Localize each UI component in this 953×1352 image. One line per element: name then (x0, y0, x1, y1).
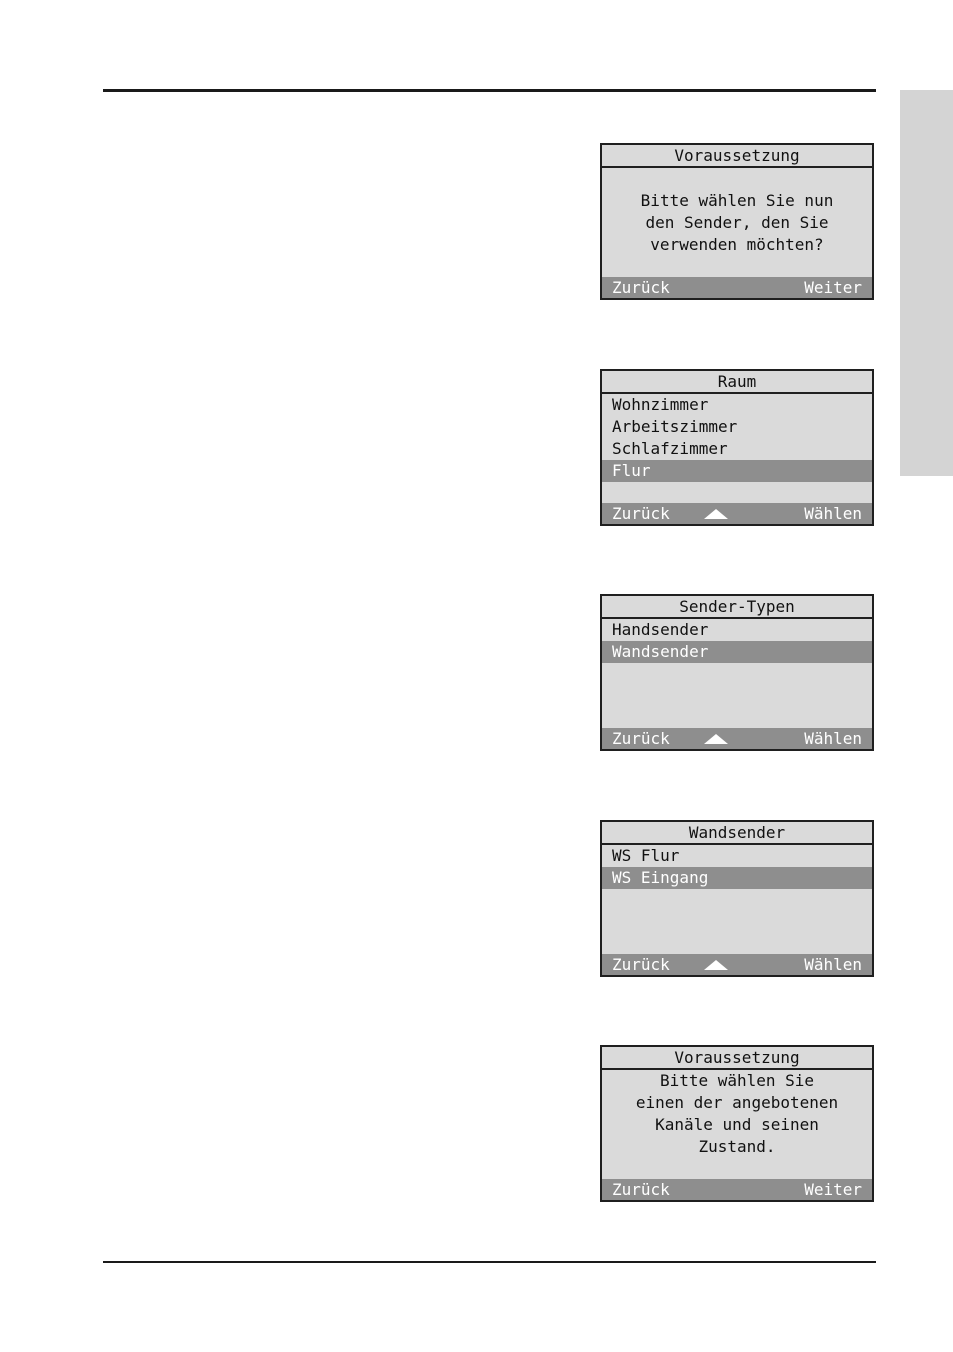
message-line: den Sender, den Sie (645, 213, 829, 232)
up-arrow-icon[interactable] (704, 734, 728, 744)
sender-type-list (602, 619, 872, 663)
next-softkey[interactable]: Weiter (804, 278, 862, 297)
message-line: Bitte wählen Sie (659, 1071, 815, 1090)
chapter-tab (900, 90, 953, 476)
message-line: einen der angebotenen (635, 1093, 839, 1112)
wall-sender-list (602, 845, 872, 889)
select-softkey[interactable]: Wählen (804, 955, 862, 974)
message-line: verwenden möchten? (650, 235, 824, 254)
screen-message (602, 1070, 872, 1158)
back-softkey[interactable]: Zurück (612, 955, 670, 974)
softkey-bar (602, 728, 872, 749)
back-softkey[interactable]: Zurück (612, 729, 670, 748)
select-softkey[interactable]: Wählen (804, 504, 862, 523)
screen-message (602, 168, 872, 256)
softkey-bar (602, 277, 872, 298)
screen-voraussetzung-2 (600, 1045, 874, 1202)
select-softkey[interactable]: Wählen (804, 729, 862, 748)
message-line: Kanäle und seinen (655, 1115, 819, 1134)
softkey-bar (602, 954, 872, 975)
message-line: Bitte wählen Sie nun (640, 191, 834, 210)
back-softkey[interactable]: Zurück (612, 504, 670, 523)
list-item[interactable]: Arbeitszimmer (612, 417, 738, 436)
screen-voraussetzung-1 (600, 143, 874, 300)
screen-sender-typen (600, 594, 874, 751)
list-item[interactable]: WS Flur (612, 846, 680, 865)
screen-title: Wandsender (602, 822, 872, 845)
screen-title: Raum (602, 371, 872, 394)
softkey-bar (602, 1179, 872, 1200)
message-line: Zustand. (698, 1137, 776, 1156)
bottom-rule (103, 1261, 876, 1263)
up-arrow-icon[interactable] (704, 509, 728, 519)
screen-title: Voraussetzung (602, 145, 872, 168)
screen-title: Sender-Typen (602, 596, 872, 619)
list-item[interactable]: Schlafzimmer (612, 439, 728, 458)
screen-raum (600, 369, 874, 526)
list-item-selected[interactable]: Wandsender (602, 641, 872, 663)
softkey-bar (602, 503, 872, 524)
up-arrow-icon[interactable] (704, 960, 728, 970)
screen-title: Voraussetzung (602, 1047, 872, 1070)
list-item-selected[interactable]: WS Eingang (602, 867, 872, 889)
next-softkey[interactable]: Weiter (804, 1180, 862, 1199)
room-list (602, 394, 872, 482)
list-item-selected[interactable]: Flur (602, 460, 872, 482)
list-item[interactable]: Wohnzimmer (612, 395, 709, 414)
list-item[interactable]: Handsender (612, 620, 709, 639)
back-softkey[interactable]: Zurück (612, 1180, 670, 1199)
back-softkey[interactable]: Zurück (612, 278, 670, 297)
top-rule (103, 89, 876, 92)
screen-wandsender (600, 820, 874, 977)
